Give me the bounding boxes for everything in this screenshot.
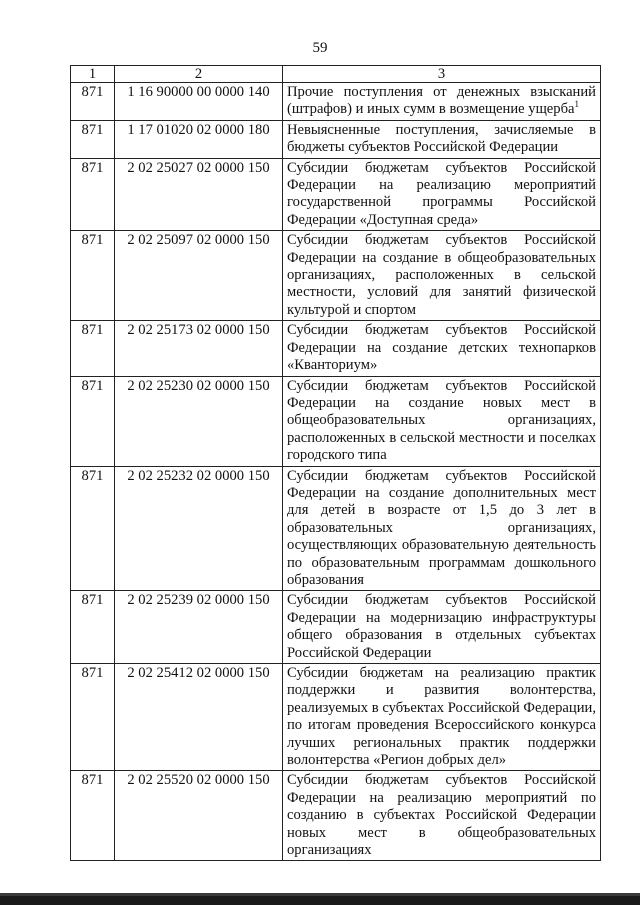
description-cell: Невыясненные поступления, зачисляемые в бюджеты субъектов Российской Федерации xyxy=(283,120,601,158)
table-row xyxy=(71,664,601,771)
admin-code-cell: 871 xyxy=(71,120,115,158)
admin-code-cell: 871 xyxy=(71,376,115,466)
budget-code-cell: 2 02 25027 02 0000 150 xyxy=(115,158,283,231)
admin-code-cell: 871 xyxy=(71,591,115,664)
budget-code-cell: 1 17 01020 02 0000 180 xyxy=(115,120,283,158)
table-row xyxy=(71,158,601,231)
description-cell: Субсидии бюджетам субъектов Российской Федерации на реализацию мероприятий по созданию в субъектах Российской Федерации новых мест в общеобразовательных организациях xyxy=(283,771,601,861)
admin-code-cell: 871 xyxy=(71,664,115,771)
header-col-1: 1 xyxy=(71,66,115,83)
description-cell xyxy=(283,83,601,121)
header-col-2: 2 xyxy=(115,66,283,83)
description-cell: Субсидии бюджетам субъектов Российской Федерации на создание в общеобразовательных организациях, расположенных в сельской местности, условий для занятий физической культурой и спортом xyxy=(283,231,601,321)
footnote-marker: 1 xyxy=(574,99,579,110)
budget-code-cell: 2 02 25412 02 0000 150 xyxy=(115,664,283,771)
admin-code-cell: 871 xyxy=(71,466,115,591)
admin-code-cell: 871 xyxy=(71,321,115,376)
description-cell: Субсидии бюджетам субъектов Российской Федерации на реализацию мероприятий государственной программы Российской Федерации «Доступная среда» xyxy=(283,158,601,231)
description-cell: Субсидии бюджетам субъектов Российской Федерации на создание новых мест в общеобразовательных организациях, расположенных в сельской местности и поселках городского типа xyxy=(283,376,601,466)
budget-code-cell: 2 02 25239 02 0000 150 xyxy=(115,591,283,664)
table-row xyxy=(71,591,601,664)
table-row xyxy=(71,376,601,466)
description-cell: Субсидии бюджетам субъектов Российской Федерации на модернизацию инфраструктуры общего образования в отдельных субъектах Российской Федерации xyxy=(283,591,601,664)
admin-code-cell: 871 xyxy=(71,83,115,121)
budget-codes-table xyxy=(70,65,601,861)
description-cell: Субсидии бюджетам субъектов Российской Федерации на создание дополнительных мест для детей в возрасте от 1,5 до 3 лет в образовательных организациях, осуществляющих образовательную деятельность по образовательным программам дошкольного образования xyxy=(283,466,601,591)
table-row xyxy=(71,120,601,158)
table-header-row xyxy=(71,66,601,83)
table-row xyxy=(71,321,601,376)
table-row xyxy=(71,83,601,121)
budget-code-cell: 2 02 25230 02 0000 150 xyxy=(115,376,283,466)
description-text: Прочие поступления от денежных взысканий (штрафов) и иных сумм в возмещение ущерба xyxy=(287,84,596,118)
page-number: 59 xyxy=(312,40,328,56)
description-cell: Субсидии бюджетам на реализацию практик поддержки и развития волонтерства, реализуемых в субъектах Российской Федерации, по итогам проведения Всероссийского конкурса лучших региональных практик поддержки волонтерства «Регион добрых дел» xyxy=(283,664,601,771)
budget-code-cell: 2 02 25097 02 0000 150 xyxy=(115,231,283,321)
table-row xyxy=(71,771,601,861)
budget-code-cell: 2 02 25173 02 0000 150 xyxy=(115,321,283,376)
header-col-3: 3 xyxy=(283,66,601,83)
admin-code-cell: 871 xyxy=(71,771,115,861)
admin-code-cell: 871 xyxy=(71,231,115,321)
budget-code-cell: 1 16 90000 00 0000 140 xyxy=(115,83,283,121)
budget-code-cell: 2 02 25232 02 0000 150 xyxy=(115,466,283,591)
table-row xyxy=(71,466,601,591)
table-row xyxy=(71,231,601,321)
admin-code-cell: 871 xyxy=(71,158,115,231)
description-cell: Субсидии бюджетам субъектов Российской Федерации на создание детских технопарков «Кванториум» xyxy=(283,321,601,376)
scan-bottom-edge xyxy=(0,893,640,905)
budget-code-cell: 2 02 25520 02 0000 150 xyxy=(115,771,283,861)
